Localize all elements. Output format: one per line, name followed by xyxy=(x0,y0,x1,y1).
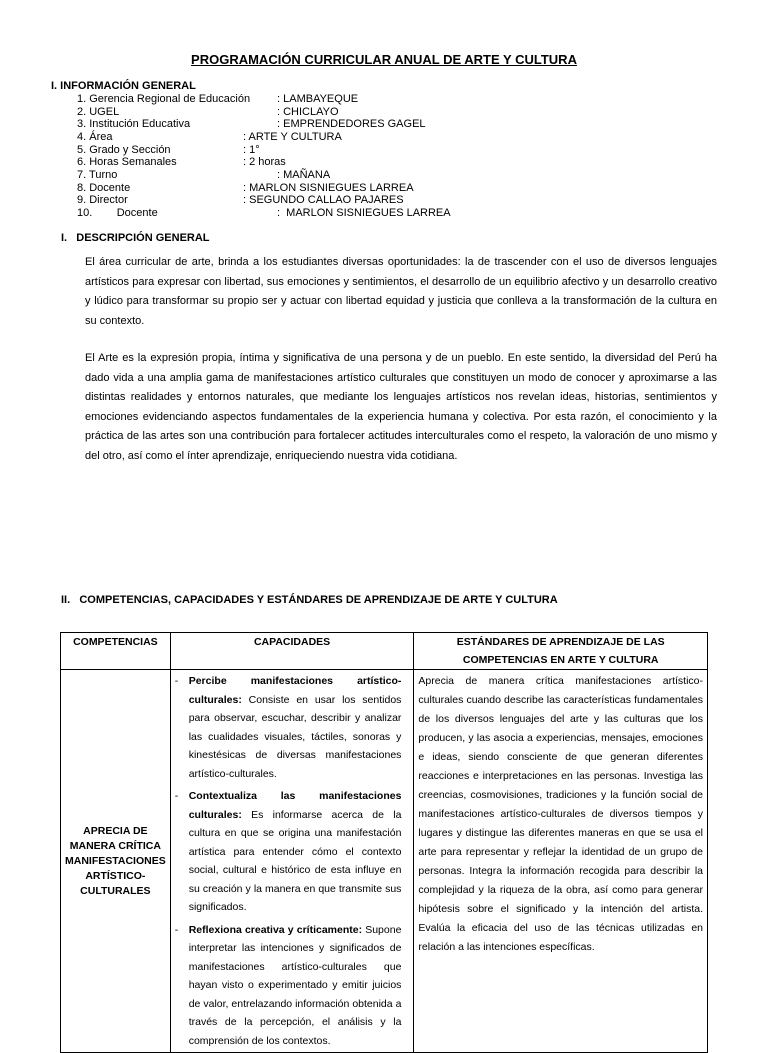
competencies-table xyxy=(60,632,708,1053)
info-label: 3. Institución Educativa xyxy=(77,118,191,130)
capacity-title: Reflexiona creativa y críticamente: xyxy=(188,923,363,936)
bullet-dash: - xyxy=(174,923,179,936)
description-paragraph: El área curricular de arte, brinda a los estudiantes diversas oportunidades: la de trascender con el uso de diversos lenguajes artísticos para expresar con libertad, sus emociones y sentimientos, el desarrollo de un equilibrio afectivo y un desarrollo creativo y lúdico para transformar su propio ser y actuar con libertad equidad y justicia que conlleva a la transformación de la cultura en su contexto. xyxy=(85,256,717,327)
capacity-text: Consiste en usar los sentidos para observar, escuchar, describir y analizar las cualidades visuales, táctiles, sonoras y kinestésicas de diversas manifestaciones artístico-culturales. xyxy=(188,693,402,780)
info-value: : MARLON SISNIEGUES LARREA xyxy=(277,207,451,219)
info-value: : 2 horas xyxy=(243,156,286,168)
info-value: : SEGUNDO CALLAO PAJARES xyxy=(243,194,404,206)
competencies-heading: II. COMPETENCIAS, CAPACIDADES Y ESTÁNDARES DE APRENDIZAJE DE ARTE Y CULTURA xyxy=(61,594,558,606)
info-value: : EMPRENDEDORES GAGEL xyxy=(277,118,426,130)
bullet-dash: - xyxy=(174,675,179,687)
capacity-item xyxy=(174,919,408,1053)
capacity-text: Es informarse acerca de la cultura en que se origina una manifestación artística para entender cómo el contexto social, cultural e histórico de esta influye en su creación y la manera en que transmite sus significados. xyxy=(188,808,402,913)
info-value: : LAMBAYEQUE xyxy=(277,93,359,105)
info-value: : ARTE Y CULTURA xyxy=(243,131,342,143)
capacity-item xyxy=(174,785,408,919)
info-label: 9. Director xyxy=(77,194,128,206)
info-label: 6. Horas Semanales xyxy=(77,156,177,168)
general-info-heading: I. INFORMACIÓN GENERAL xyxy=(51,80,196,92)
description-paragraph: El Arte es la expresión propia, íntima y significativa de una persona y de un pueblo. En este sentido, la diversidad del Perú ha dado vida a una amplia gama de manifestaciones artístico culturales que constituyen un modo de conocer y aproximarse a las distintas realidades y entornos naturales, que mediante los lenguajes artísticos nos revelan ideas, historias, sentimientos y emociones evidenciando aspectos fundamentales de la experiencia humana y colectiva. Por esta razón, el conocimiento y la práctica de las artes son una contribución para fortalecer actitudes interculturales como el respeto, la valoración de uno mismo y del otro, así como el ínter aprendizaje, enriqueciendo nuestra vida cotidiana. xyxy=(85,352,717,462)
header-competencias: COMPETENCIAS xyxy=(61,633,171,670)
standard-text: Aprecia de manera crítica manifestaciones artístico-culturales cuando describe las características fundamentales de los diversos lenguajes del arte y las culturas que los producen, y las asocia a experiencias, mensajes, emociones e ideas, siendo consciente de que generan diferentes reacciones e interpretaciones en las personas. Investiga las creencias, cosmovisiones, tradiciones y la función social de manifestaciones artístico-culturales de diversos tiempos y lugares y distingue las diferentes maneras en que se usa el arte para representar y reflejar la identidad de un grupo de personas. Integra la información recogida para describir la complejidad y la riqueza de la obra, así como para generar hipótesis sobre el significado y la intención del artista. Evalúa la eficacia del uso de las técnicas utilizadas en relación a las intenciones específicas. xyxy=(414,670,708,1053)
info-value: : 1° xyxy=(243,144,260,156)
capacities-cell xyxy=(170,670,414,1053)
info-label: 8. Docente xyxy=(77,182,131,194)
capacity-text: Supone interpretar las intenciones y significados de manifestaciones artístico-culturales que hayan visto o experimentado y emitir juicios de valor, entrelazando información obtenida a través de la percepción, el análisis y la comprensión de los contextos. xyxy=(188,923,402,1047)
info-label: 10. Docente xyxy=(77,207,158,219)
document-title: PROGRAMACIÓN CURRICULAR ANUAL DE ARTE Y CULTURA xyxy=(191,52,577,67)
table-header-row xyxy=(61,633,708,670)
info-value: : MAÑANA xyxy=(277,169,331,181)
competency-name: APRECIA DE MANERA CRÍTICA MANIFESTACIONES ARTÍSTICO-CULTURALES xyxy=(61,670,171,1053)
description-heading: I. DESCRIPCIÓN GENERAL xyxy=(61,232,210,244)
capacity-title: Percibe manifestaciones artístico-culturales: xyxy=(188,675,402,706)
header-estandares: ESTÁNDARES DE APRENDIZAJE DE LAS COMPETENCIAS EN ARTE Y CULTURA xyxy=(414,633,708,670)
header-capacidades: CAPACIDADES xyxy=(170,633,414,670)
table-row xyxy=(61,670,708,1053)
info-label: 4. Área xyxy=(77,131,113,143)
info-label: 2. UGEL xyxy=(77,106,120,118)
info-value: : CHICLAYO xyxy=(277,106,339,118)
info-value: : MARLON SISNIEGUES LARREA xyxy=(243,182,414,194)
info-label: 7. Turno xyxy=(77,169,118,181)
info-label: 1. Gerencia Regional de Educación xyxy=(77,93,251,105)
capacity-item xyxy=(174,670,408,785)
capacity-title: Contextualiza las manifestaciones culturales: xyxy=(188,790,402,821)
info-label: 5. Grado y Sección xyxy=(77,144,171,156)
bullet-dash: - xyxy=(174,790,179,802)
